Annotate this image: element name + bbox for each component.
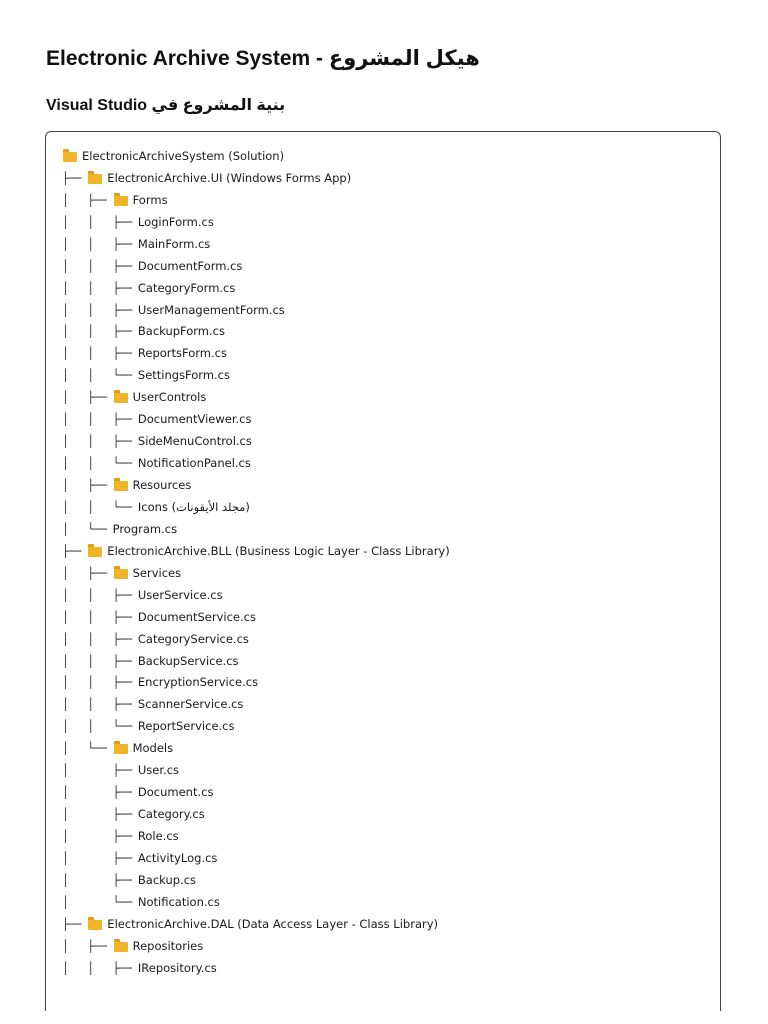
tree-file-row — [62, 891, 450, 913]
folder-icon — [114, 196, 128, 206]
tree-file-row — [62, 957, 450, 979]
tree-folder-row — [62, 562, 450, 584]
tree-connector: ├── — [62, 543, 88, 558]
tree-connector: │ ├── — [62, 938, 113, 953]
file-name: Backup.cs — [137, 872, 197, 887]
tree-folder-row — [62, 189, 450, 211]
file-name: Document.cs — [137, 785, 214, 800]
folder-name: Models — [132, 741, 174, 756]
folder-name: Forms — [132, 192, 168, 207]
tree-file-row — [62, 672, 450, 694]
tree-connector: │ └── — [62, 521, 113, 536]
tree-file-row — [62, 408, 450, 430]
tree-file-row — [62, 759, 450, 781]
folder-name: ElectronicArchive.BLL (Business Logic Layer - Class Library) — [107, 543, 450, 558]
file-name: IRepository.cs — [137, 960, 217, 975]
tree-connector: │ └── — [62, 741, 113, 756]
file-name: CategoryService.cs — [137, 631, 249, 646]
tree-folder-row — [62, 167, 450, 189]
page-title: Electronic Archive System - هيكل المشروع — [46, 47, 480, 70]
folder-name: Repositories — [132, 938, 204, 953]
tree-file-row — [62, 628, 450, 650]
file-name: Icons (مجلد الأيقونات) — [137, 499, 250, 514]
tree-folder-row — [62, 935, 450, 957]
project-tree-code-block — [45, 131, 721, 1011]
folder-name: Services — [132, 565, 182, 580]
tree-file-row — [62, 847, 450, 869]
tree-file-row — [62, 255, 450, 277]
tree-file-row — [62, 518, 450, 540]
file-name: ReportsForm.cs — [137, 346, 227, 361]
tree-connector: │ │ ├── — [62, 653, 138, 668]
tree-file-row — [62, 803, 450, 825]
tree-file-row — [62, 233, 450, 255]
file-name: SideMenuControl.cs — [137, 434, 252, 449]
file-name: Program.cs — [112, 521, 178, 536]
tree-file-row — [62, 693, 450, 715]
folder-icon — [63, 152, 77, 162]
file-name: ActivityLog.cs — [137, 850, 218, 865]
file-name: NotificationPanel.cs — [137, 456, 251, 471]
folder-icon — [114, 393, 128, 403]
tree-file-row — [62, 277, 450, 299]
tree-file-row — [62, 342, 450, 364]
tree-connector: │ │ ├── — [62, 280, 138, 295]
folder-icon — [114, 569, 128, 579]
file-name: BackupForm.cs — [137, 324, 225, 339]
file-name: ScannerService.cs — [137, 697, 244, 712]
tree-connector: │ │ └── — [62, 456, 138, 471]
tree-connector: │ │ ├── — [62, 960, 138, 975]
file-name: DocumentViewer.cs — [137, 412, 252, 427]
file-name: Role.cs — [137, 829, 179, 844]
file-name: User.cs — [137, 763, 180, 778]
folder-name: UserControls — [132, 390, 207, 405]
file-name: CategoryForm.cs — [137, 280, 236, 295]
tree-connector: │ ├── — [62, 850, 138, 865]
tree-file-row — [62, 496, 450, 518]
tree-connector: │ ├── — [62, 872, 138, 887]
project-tree — [62, 145, 450, 979]
folder-name: ElectronicArchive.UI (Windows Forms App) — [107, 170, 352, 185]
file-name: BackupService.cs — [137, 653, 239, 668]
file-name: UserManagementForm.cs — [137, 302, 285, 317]
tree-file-row — [62, 584, 450, 606]
file-name: MainForm.cs — [137, 236, 211, 251]
tree-file-row — [62, 650, 450, 672]
tree-file-row — [62, 825, 450, 847]
tree-folder-row — [62, 386, 450, 408]
tree-folder-row — [62, 540, 450, 562]
tree-file-row — [62, 430, 450, 452]
tree-connector: │ │ ├── — [62, 214, 138, 229]
tree-connector: │ │ └── — [62, 499, 138, 514]
tree-connector: │ │ ├── — [62, 412, 138, 427]
tree-connector: │ │ ├── — [62, 258, 138, 273]
tree-file-row — [62, 364, 450, 386]
tree-file-row — [62, 715, 450, 737]
tree-folder-row — [62, 737, 450, 759]
file-name: DocumentService.cs — [137, 609, 256, 624]
tree-connector: ├── — [62, 170, 88, 185]
file-name: ReportService.cs — [137, 719, 235, 734]
folder-icon — [114, 481, 128, 491]
tree-connector: │ │ ├── — [62, 302, 138, 317]
folder-icon — [88, 547, 102, 557]
folder-icon — [88, 174, 102, 184]
tree-folder-row — [62, 913, 450, 935]
file-name: Notification.cs — [137, 894, 220, 909]
tree-connector: │ │ ├── — [62, 236, 138, 251]
tree-folder-row — [62, 145, 450, 167]
file-name: LoginForm.cs — [137, 214, 214, 229]
tree-file-row — [62, 869, 450, 891]
tree-connector: │ ├── — [62, 390, 113, 405]
file-name: SettingsForm.cs — [137, 368, 230, 383]
tree-connector: │ │ ├── — [62, 675, 138, 690]
tree-file-row — [62, 781, 450, 803]
tree-connector: │ ├── — [62, 478, 113, 493]
tree-connector: │ ├── — [62, 565, 113, 580]
tree-connector: │ ├── — [62, 763, 138, 778]
tree-connector: │ └── — [62, 894, 138, 909]
tree-folder-row — [62, 474, 450, 496]
file-name: UserService.cs — [137, 587, 223, 602]
tree-connector: │ ├── — [62, 807, 138, 822]
tree-connector: │ │ ├── — [62, 609, 138, 624]
tree-connector: │ │ ├── — [62, 324, 138, 339]
tree-connector: ├── — [62, 916, 88, 931]
tree-connector: │ │ └── — [62, 368, 138, 383]
folder-icon — [88, 920, 102, 930]
folder-name: ElectronicArchiveSystem (Solution) — [82, 148, 285, 163]
tree-file-row — [62, 211, 450, 233]
tree-connector: │ │ ├── — [62, 434, 138, 449]
tree-connector: │ ├── — [62, 829, 138, 844]
tree-connector: │ │ ├── — [62, 631, 138, 646]
tree-connector: │ │ ├── — [62, 697, 138, 712]
tree-file-row — [62, 452, 450, 474]
tree-file-row — [62, 299, 450, 321]
folder-icon — [114, 942, 128, 952]
tree-connector: │ ├── — [62, 192, 113, 207]
tree-file-row — [62, 606, 450, 628]
section-subtitle: Visual Studio بنية المشروع في — [46, 97, 286, 114]
file-name: EncryptionService.cs — [137, 675, 259, 690]
file-name: Category.cs — [137, 807, 205, 822]
folder-name: ElectronicArchive.DAL (Data Access Layer - Class Library) — [107, 916, 439, 931]
tree-file-row — [62, 321, 450, 343]
tree-connector: │ │ ├── — [62, 346, 138, 361]
folder-name: Resources — [132, 478, 192, 493]
tree-connector: │ │ ├── — [62, 587, 138, 602]
file-name: DocumentForm.cs — [137, 258, 243, 273]
folder-icon — [114, 744, 128, 754]
tree-connector: │ │ └── — [62, 719, 138, 734]
tree-connector: │ ├── — [62, 785, 138, 800]
